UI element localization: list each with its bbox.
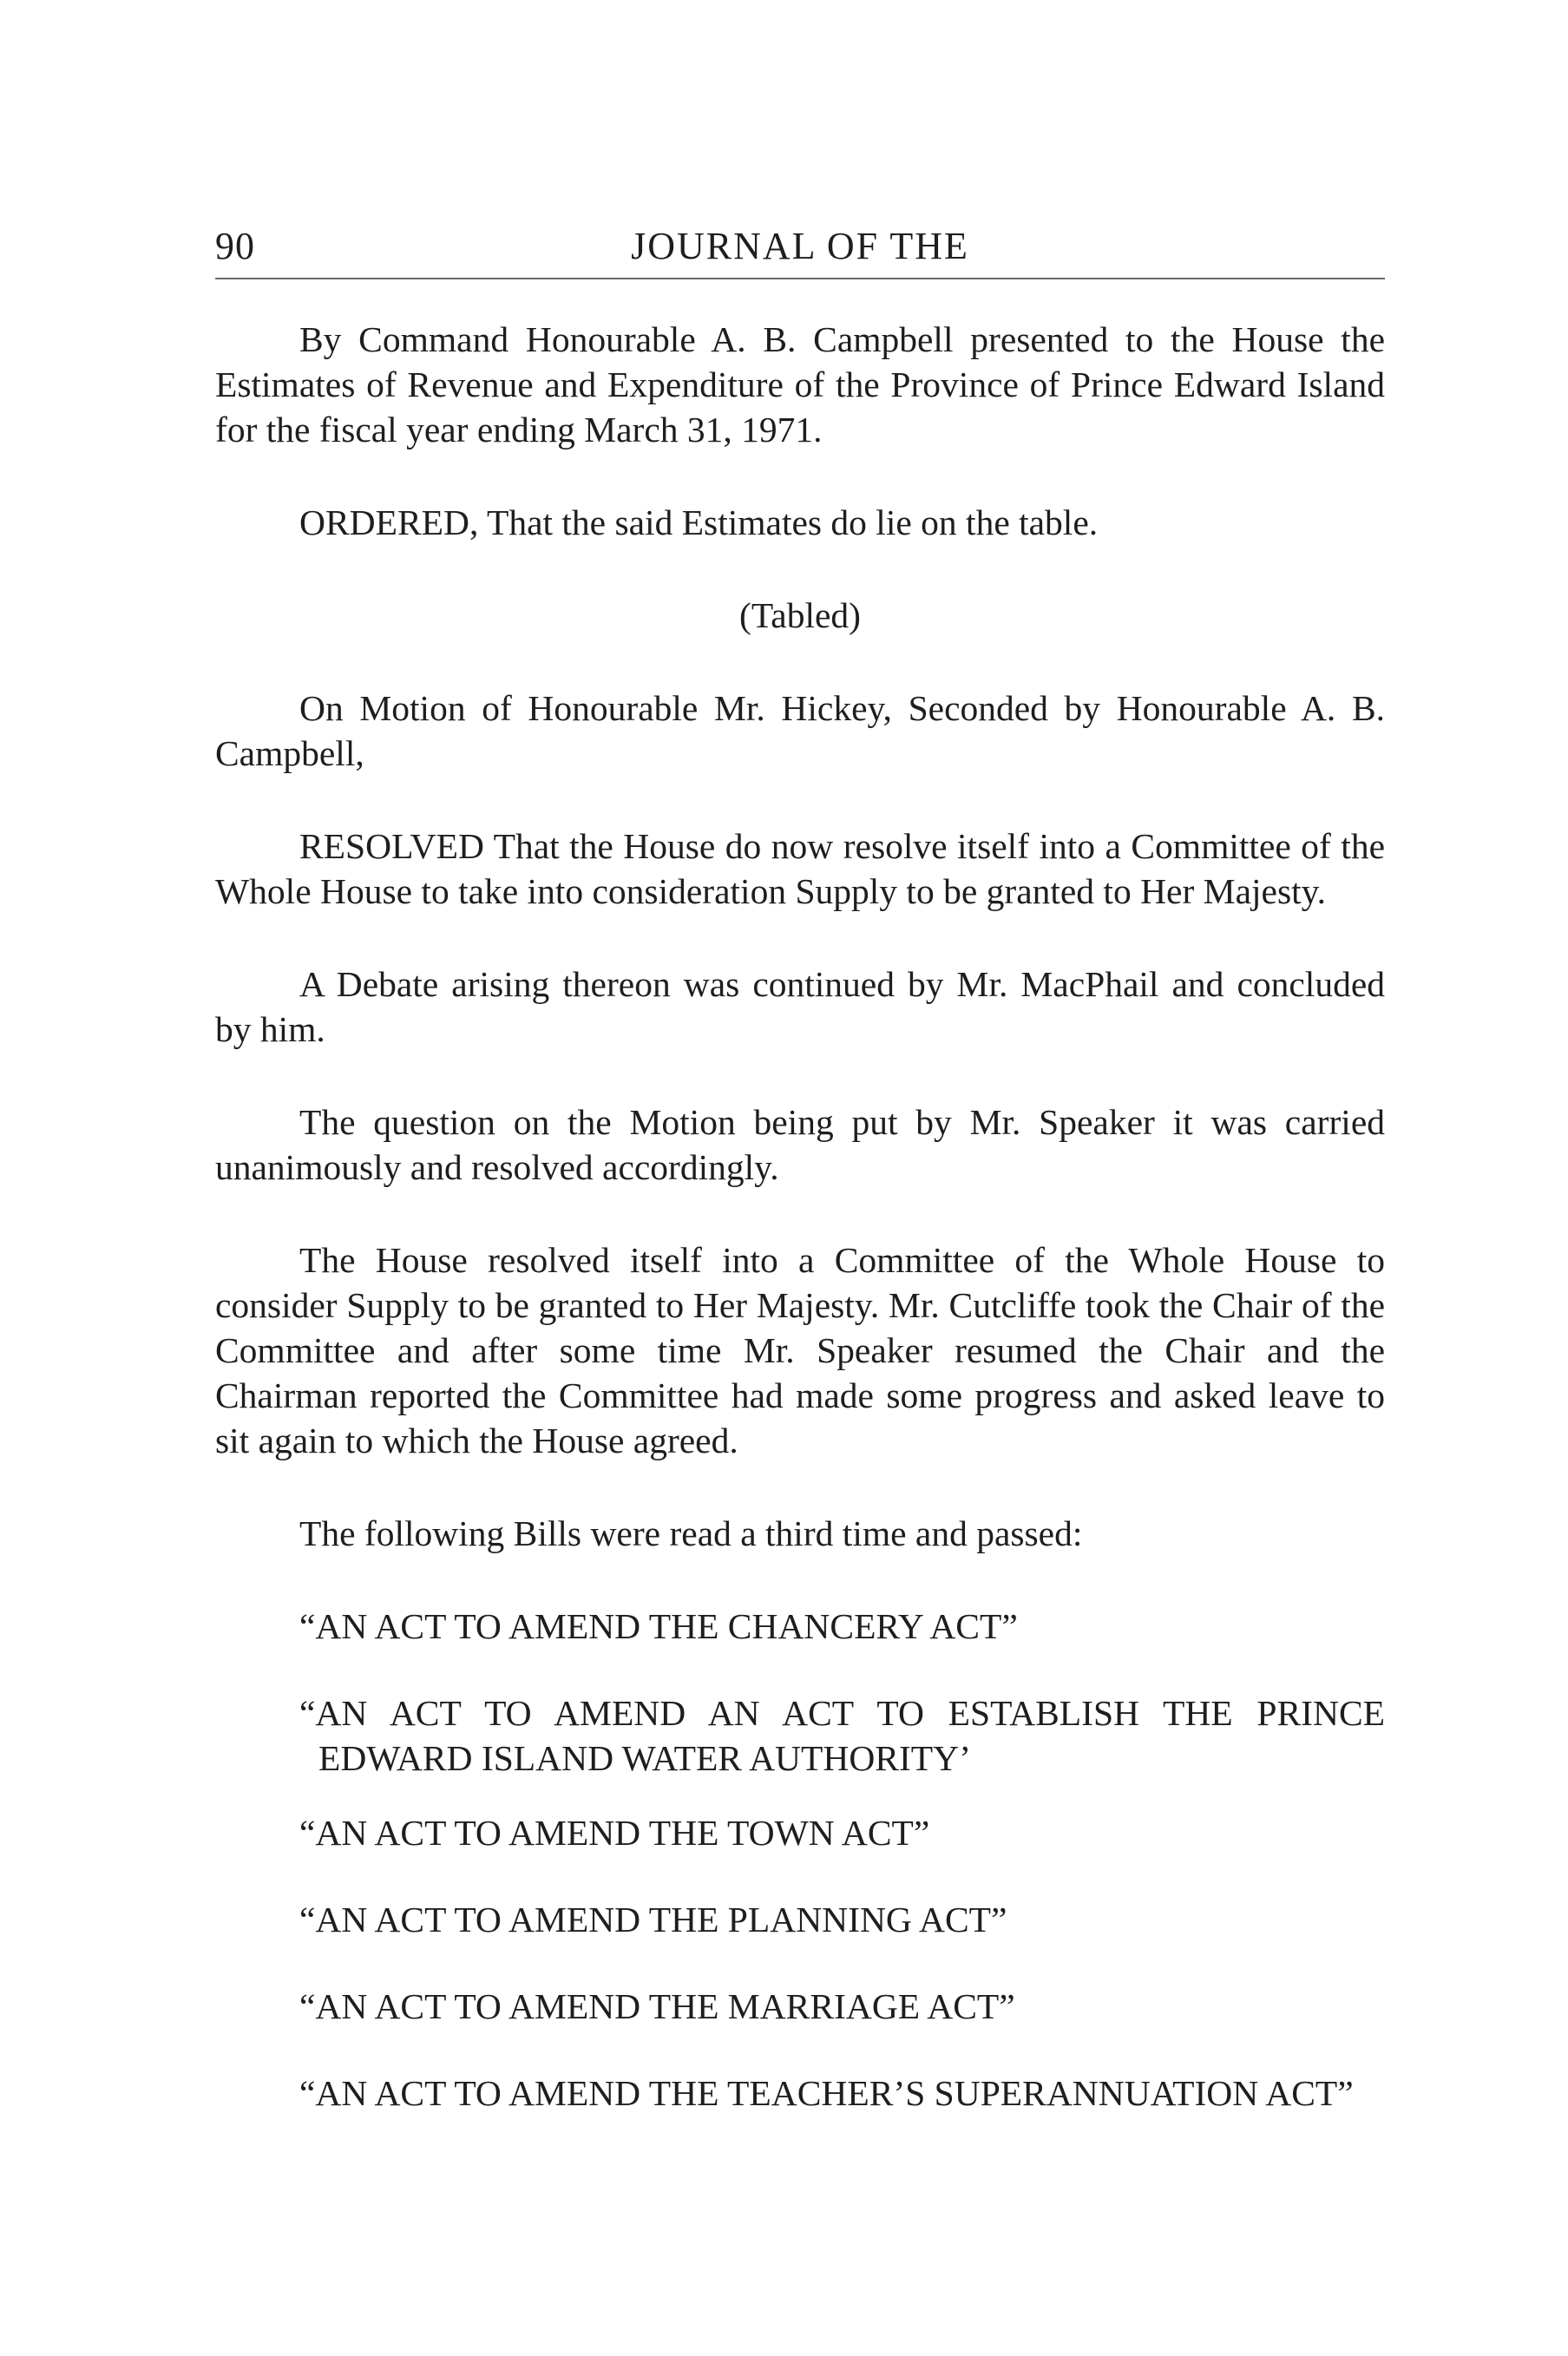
page-number: 90 <box>215 225 255 267</box>
paragraph-motion: On Motion of Honourable Mr. Hickey, Seconded by Honourable A. B. Campbell, <box>215 688 1385 773</box>
bill-item: “AN ACT TO AMEND THE MARRIAGE ACT” <box>299 1986 1015 2026</box>
paragraph-estimates-presented: By Command Honourable A. B. Campbell presented to the House the Estimates of Revenue and Expenditure of the Province of Prince Edward Island for the fiscal year ending March 31, 1971. <box>215 319 1385 450</box>
header-rule <box>215 278 1385 279</box>
bill-item: “AN ACT TO AMEND THE TEACHER’S SUPERANNUATION ACT” <box>299 2073 1354 2113</box>
bill-item: “AN ACT TO AMEND THE TOWN ACT” <box>299 1813 930 1853</box>
bill-item: “AN ACT TO AMEND THE PLANNING ACT” <box>299 1900 1007 1939</box>
paragraph-question: The question on the Motion being put by Mr. Speaker it was carried unanimously and resolved accordingly. <box>215 1102 1385 1187</box>
bill-item: “AN ACT TO AMEND THE CHANCERY ACT” <box>299 1606 1018 1646</box>
paragraph-bills-intro: The following Bills were read a third time and passed: <box>299 1513 1083 1553</box>
running-head: JOURNAL OF THE <box>631 225 969 267</box>
journal-body <box>215 317 1385 2157</box>
paragraph-debate: A Debate arising thereon was continued by Mr. MacPhail and concluded by him. <box>215 964 1385 1049</box>
tabled-note: (Tabled) <box>739 595 861 635</box>
paragraph-ordered: ORDERED, That the said Estimates do lie on the table. <box>299 502 1099 542</box>
page-header <box>215 215 1385 269</box>
paragraph-committee: The House resolved itself into a Committee of the Whole House to consider Supply to be granted to Her Majesty. Mr. Cutcliffe took the Chair of the Committee and after some time Mr. Speaker resumed the Chair and the Chairman reported the Committee had made some progress and asked leave to sit again to which the House agreed. <box>215 1240 1385 1460</box>
paragraph-resolved: RESOLVED That the House do now resolve itself into a Committee of the Whole House to take into consideration Supply to be granted to Her Majesty. <box>215 826 1385 911</box>
bill-item: “AN ACT TO AMEND AN ACT TO ESTABLISH THE PRINCE EDWARD ISLAND WATER AUTHORITY’ <box>299 1693 1385 1778</box>
